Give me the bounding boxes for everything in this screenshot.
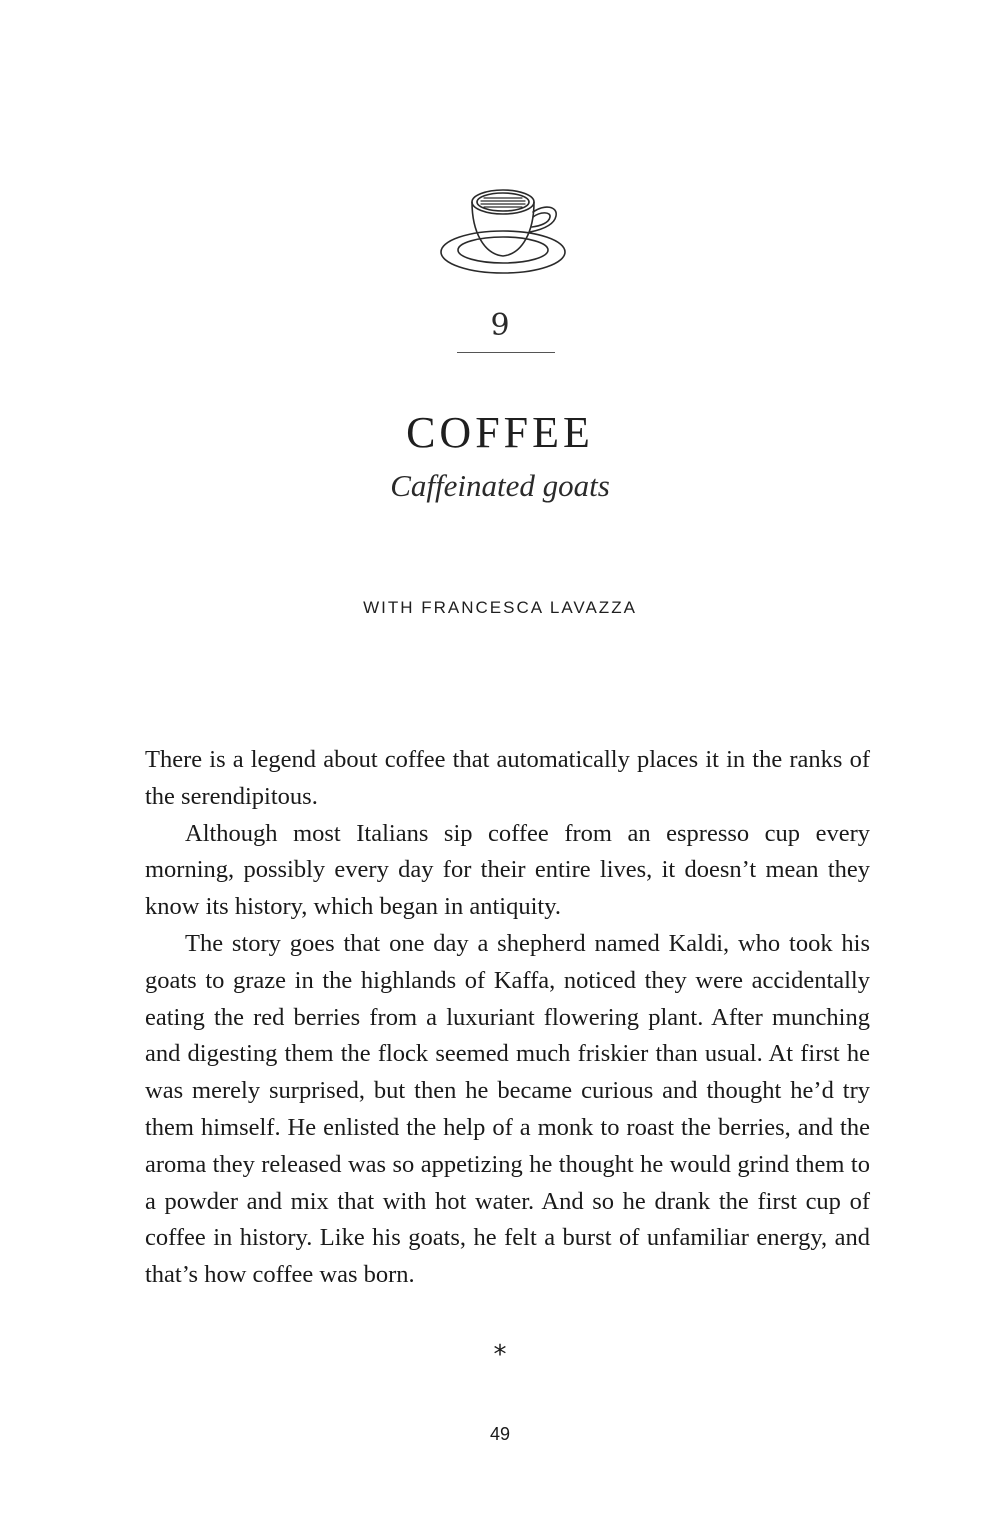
chapter-subtitle: Caffeinated goats <box>390 468 610 503</box>
espresso-cup-icon <box>440 180 570 280</box>
chapter-byline: WITH FRANCESCA LAVAZZA <box>363 598 637 617</box>
body-text <box>145 742 870 1294</box>
chapter-number: 9 <box>490 308 510 343</box>
paragraph: There is a legend about coffee that automatically places it in the ranks of the serendipitous. <box>145 746 870 810</box>
chapter-divider <box>457 352 555 353</box>
paragraph: Although most Italians sip coffee from an espresso cup every morning, possibly every day for their entire lives, it doesn’t mean they know its history, which began in antiquity. <box>145 819 870 921</box>
paragraph: The story goes that one day a shepherd named Kaldi, who took his goats to graze in the highlands of Kaffa, noticed they were accidentally eating the red berries from a luxuriant flowering plant. After munching and digesting them the flock seemed much friskier than usual. At first he was merely surprised, but then he became curious and thought he’d try them himself. He enlisted the help of a monk to roast the berries, and the aroma they released was so appetizing he thought he would grind them to a powder and mix that with hot water. And so he drank the first cup of coffee in history. Like his goats, he felt a burst of unfamiliar energy, and that’s how coffee was born. <box>145 929 870 1289</box>
page-number: 49 <box>489 1424 511 1444</box>
chapter-title: COFFEE <box>406 408 594 457</box>
section-break-asterisk: * <box>493 1340 507 1370</box>
